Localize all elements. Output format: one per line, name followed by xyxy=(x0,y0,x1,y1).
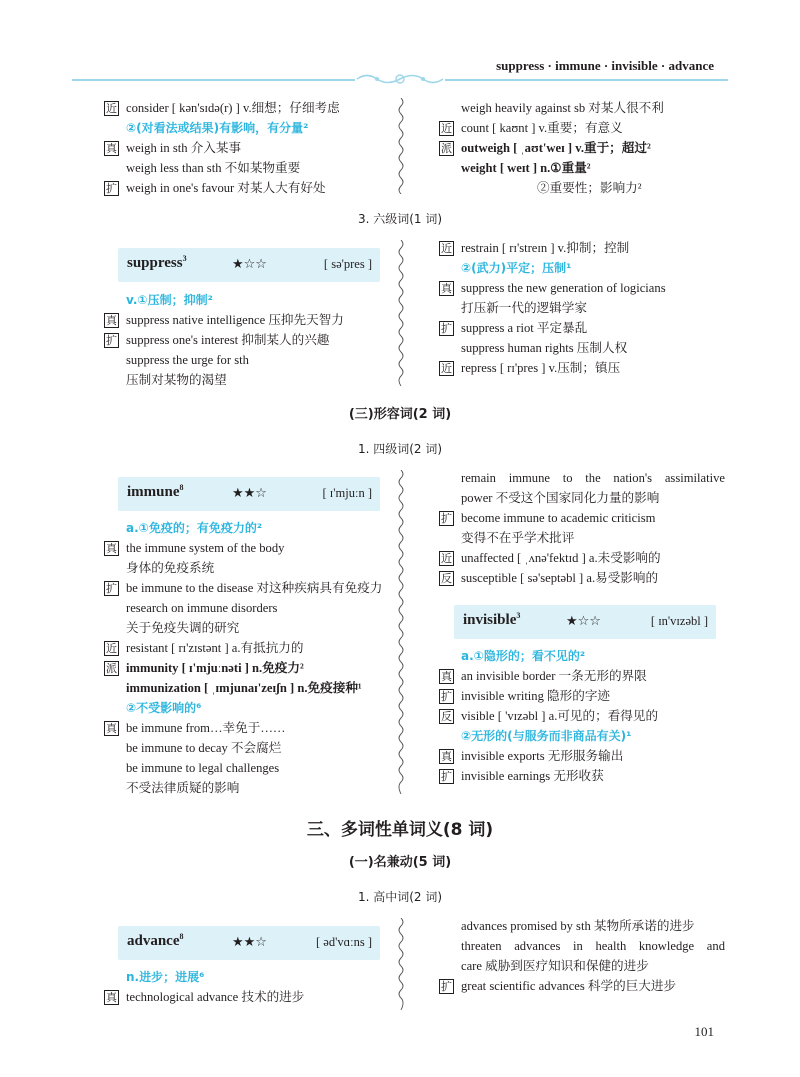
star-rating: ★☆☆ xyxy=(566,614,601,629)
entry-line: 近 consider [ kən'sɪdə(r) ] v.细想；仔细考虑 xyxy=(106,101,340,115)
tag-icon: 反 xyxy=(441,710,452,723)
tag-icon: 真 xyxy=(441,282,452,295)
tag-icon: 派 xyxy=(106,662,117,675)
entry-line: 关于免疫失调的研究 xyxy=(126,621,240,635)
tag-icon: 近 xyxy=(441,242,452,255)
phonetic: [ əd'vɑːns ] xyxy=(316,935,372,949)
entry-line: 真 the immune system of the body xyxy=(106,541,285,555)
entry-line: advances promised by sth 某物所承诺的进步 xyxy=(461,919,695,933)
advance-right xyxy=(439,916,725,996)
phonetic: [ ɪn'vɪzəbl ] xyxy=(650,614,708,628)
section-highschool: 1. 高中词(2 词) xyxy=(357,890,443,904)
tag-icon: 近 xyxy=(106,102,117,115)
tag-icon: 扩 xyxy=(106,334,117,347)
tag-icon: 真 xyxy=(441,750,452,763)
word-card-invisible xyxy=(454,605,716,639)
suppress-right xyxy=(439,238,725,378)
invisible-entries xyxy=(439,646,725,786)
tag-icon: 反 xyxy=(441,572,452,585)
entry-line: 扩 invisible earnings 无形收获 xyxy=(441,769,604,783)
tag-icon: 近 xyxy=(441,122,452,135)
entry-line: 身体的免疫系统 xyxy=(126,561,215,575)
tag-icon: 真 xyxy=(106,314,117,327)
block1-right xyxy=(439,98,725,198)
column-divider xyxy=(396,470,406,794)
entry-line: 真 invisible exports 无形服务输出 xyxy=(441,749,624,763)
entry-line: 真 be immune from…幸免于…… xyxy=(106,721,286,735)
section-cet4: 1. 四级词(2 词) xyxy=(357,442,443,456)
advance-left xyxy=(104,967,390,1007)
entry-line: 反 susceptible [ sə'septəbl ] a.易受影响的 xyxy=(441,571,659,585)
tag-icon: 扩 xyxy=(106,182,117,195)
entry-line: 真 suppress native intelligence 压抑先天智力 xyxy=(106,313,344,327)
tag-icon: 扩 xyxy=(441,690,452,703)
entry-line: 近 restrain [ rɪ'streɪn ] v.抑制；控制 xyxy=(441,241,630,255)
column-divider xyxy=(396,98,406,194)
tag-icon: 真 xyxy=(106,991,117,1004)
entry-line: be immune to legal challenges xyxy=(126,761,280,775)
section-multi-pos: 三、多词性单词义(8 词) xyxy=(306,820,494,840)
entry-line: 真 weigh in sth 介入某事 xyxy=(106,141,242,155)
entry-line: 近 repress [ rɪ'pres ] v.压制；镇压 xyxy=(441,361,621,375)
column-divider xyxy=(396,240,406,386)
entry-line: 变得不在乎学术批评 xyxy=(461,531,575,545)
entry-line: 打压新一代的逻辑学家 xyxy=(461,301,587,315)
headword: invisible$^3$ xyxy=(463,611,521,628)
entry-line: 压制对某物的渴望 xyxy=(126,373,227,387)
tag-icon: 近 xyxy=(441,362,452,375)
tag-icon: 扩 xyxy=(441,980,452,993)
sense-line: ②(武力)平定；压制¹ xyxy=(461,261,572,275)
entry-line: power 不受这个国家同化力量的影响 xyxy=(461,491,660,505)
word-card-advance xyxy=(118,926,380,960)
sense-line: ②不受影响的⁶ xyxy=(126,701,202,715)
sense-line: n.进步；进展⁶ xyxy=(126,970,205,984)
tag-icon: 派 xyxy=(441,142,452,155)
sense-line: a.①免疫的；有免疫力的² xyxy=(126,521,263,535)
sense-line: v.①压制；抑制² xyxy=(126,293,213,307)
entry-line: 扩 be immune to the disease 对这种疾病具有免疫力 xyxy=(106,581,383,595)
page-number: 101 xyxy=(694,1024,714,1039)
entry-line: 扩 become immune to academic criticism xyxy=(441,511,656,525)
entry-line: 派 outweigh [ ˌaʊt'weɪ ] v.重于；超过² xyxy=(441,141,651,155)
entry-line: immunization [ ˌɪmjunaɪ'zeɪʃn ] n.免疫接种¹ xyxy=(126,681,362,695)
entry-line: 真 an invisible border 一条无形的界限 xyxy=(441,669,647,683)
entry-line: remain immune to the nation's assimilative xyxy=(461,471,725,485)
column-divider xyxy=(396,918,406,1010)
entry-line: be immune to decay 不会腐烂 xyxy=(126,741,282,755)
entry-line: 扩 weigh in one's favour 对某人大有好处 xyxy=(106,181,326,195)
block1-left xyxy=(104,98,390,198)
headword: advance$^8$ xyxy=(127,932,184,949)
header-ornament-icon xyxy=(355,70,445,88)
entry-line: care 威胁到医疗知识和保健的进步 xyxy=(461,959,649,973)
entry-line: 扩 suppress a riot 平定暴乱 xyxy=(441,321,588,335)
immune-right xyxy=(439,468,725,588)
section-cet6: 3. 六级词(1 词) xyxy=(357,212,443,226)
tag-icon: 真 xyxy=(441,670,452,683)
tag-icon: 扩 xyxy=(441,322,452,335)
immune-left xyxy=(104,518,390,798)
tag-icon: 近 xyxy=(441,552,452,565)
star-rating: ★★☆ xyxy=(232,486,267,501)
tag-icon: 真 xyxy=(106,722,117,735)
entry-line: research on immune disorders xyxy=(126,601,278,615)
entry-line: ②重要性；影响力² xyxy=(537,181,642,195)
entry-line: 真 suppress the new generation of logicians xyxy=(441,281,666,295)
entry-line: 扩 invisible writing 隐形的字迹 xyxy=(441,689,611,703)
entry-line: 扩 great scientific advances 科学的巨大进步 xyxy=(441,979,677,993)
star-rating: ★☆☆ xyxy=(232,257,267,272)
entry-line: 派 immunity [ ɪ'mjuːnəti ] n.免疫力² xyxy=(106,661,304,675)
suppress-left xyxy=(104,290,390,390)
phonetic: [ sə'pres ] xyxy=(323,257,372,271)
headword: immune$^8$ xyxy=(127,483,184,500)
word-card-immune xyxy=(118,477,380,511)
entry-line: threaten advances in health knowledge and xyxy=(461,939,725,953)
sense-line: a.①隐形的；看不见的² xyxy=(461,649,586,663)
entry-line: 扩 suppress one's interest 抑制某人的兴趣 xyxy=(106,333,330,347)
headword: suppress$^3$ xyxy=(127,254,187,271)
phonetic: [ ɪ'mjuːn ] xyxy=(322,486,372,500)
entry-line: suppress human rights 压制人权 xyxy=(461,341,628,355)
entry-line: 不受法律质疑的影响 xyxy=(126,781,240,795)
word-card-suppress xyxy=(118,248,380,282)
tag-icon: 真 xyxy=(106,542,117,555)
star-rating: ★★☆ xyxy=(232,935,267,950)
entry-line: weigh heavily against sb 对某人很不利 xyxy=(461,101,664,115)
section-noun-verb: (一)名兼动(5 词) xyxy=(348,855,452,870)
running-header: suppress · immune · invisible · advance xyxy=(496,58,714,73)
entry-line: suppress the urge for sth xyxy=(126,353,249,367)
entry-line: weight [ weɪt ] n.①重量² xyxy=(461,161,591,175)
section-adjectives: (三)形容词(2 词) xyxy=(348,407,452,422)
entry-line: 真 technological advance 技术的进步 xyxy=(106,990,305,1004)
tag-icon: 近 xyxy=(106,642,117,655)
tag-icon: 扩 xyxy=(441,770,452,783)
entry-line: 反 visible [ 'vɪzəbl ] a.可见的；看得见的 xyxy=(441,709,659,723)
sense-line: ②无形的(与服务而非商品有关)¹ xyxy=(461,729,632,743)
sense-line: ②(对看法或结果)有影响，有分量² xyxy=(126,121,309,135)
tag-icon: 真 xyxy=(106,142,117,155)
tag-icon: 扩 xyxy=(441,512,452,525)
entry-line: 近 resistant [ rɪ'zɪstənt ] a.有抵抗力的 xyxy=(106,641,304,655)
entry-line: weigh less than sth 不如某物重要 xyxy=(126,161,301,175)
entry-line: 近 count [ kaʊnt ] v.重要；有意义 xyxy=(441,121,623,135)
tag-icon: 扩 xyxy=(106,582,117,595)
entry-line: 近 unaffected [ ˌʌnə'fektɪd ] a.未受影响的 xyxy=(441,551,661,565)
